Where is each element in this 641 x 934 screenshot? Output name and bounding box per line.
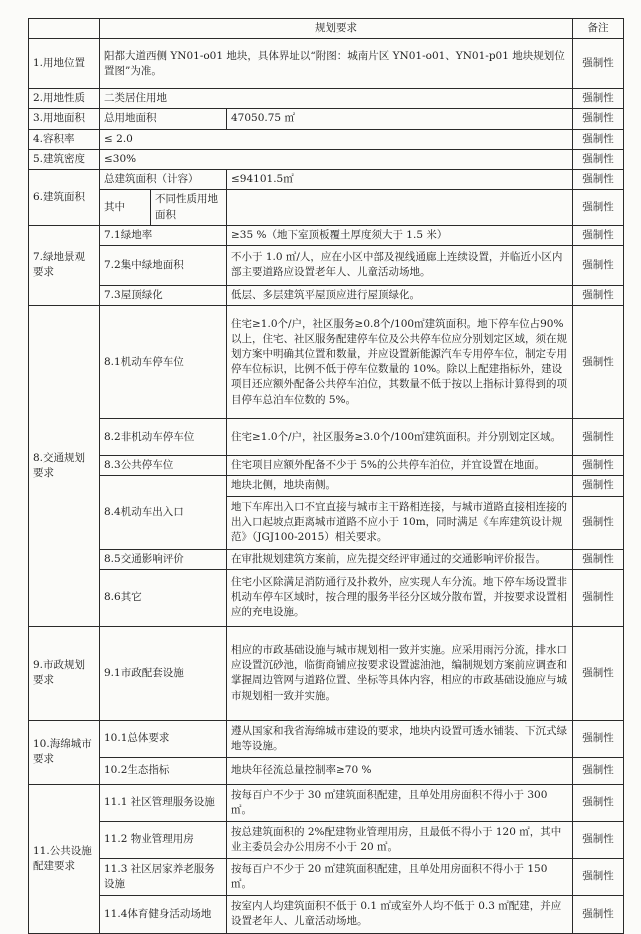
cell-content: ≥35 %（地下室顶板覆土厚度须大于 1.5 米） (227, 225, 573, 245)
item-label: 5.建筑密度 (29, 149, 100, 169)
cell-content: 相应的市政基础设施与城市规划相一致并实施。应采用雨污分流，排水口应设置沉砂池，临街商铺应按要求设置滤油池，编制规划方案前应调查和掌握周边管网与道路位置、坐标等具体内容，相应的市政基础设施应与城市规划相一致并实施。 (227, 626, 573, 720)
note-cell: 强制性 (573, 456, 624, 476)
table-row (29, 569, 624, 626)
header-requirement: 规划要求 (100, 19, 573, 39)
cell-sub-label: 其中 (100, 190, 151, 225)
table-row (29, 419, 624, 456)
cell-content: 按总建筑面积的 2%配建物业管理用房，且最低不得小于 120 ㎡，其中业主委员会办公用房不小于 20 ㎡。 (227, 821, 573, 858)
cell-label: 7.3屋顶绿化 (100, 285, 227, 305)
item-label: 8.交通规划要求 (29, 306, 100, 627)
table-row (29, 476, 624, 496)
note-cell: 强制性 (573, 419, 624, 456)
table-row (29, 720, 624, 757)
item-label: 10.海绵城市要求 (29, 720, 100, 784)
table-row (29, 190, 624, 225)
table-row (29, 895, 624, 933)
note-cell: 强制性 (573, 858, 624, 895)
table-header-row (29, 19, 624, 39)
note-cell: 强制性 (573, 496, 624, 549)
item-label: 6.建筑面积 (29, 170, 100, 226)
cell-content: 不小于 1.0 ㎡/人，应在小区中部及视线通廊上连续设置，并临近小区内部主要道路应设置老年人、儿童活动场地。 (227, 245, 573, 285)
cell-label: 8.1机动车停车位 (100, 306, 227, 419)
item-label: 2.用地性质 (29, 89, 100, 109)
item-label: 9.市政规划要求 (29, 626, 100, 720)
table-row (29, 149, 624, 169)
cell-label: 7.2集中绿地面积 (100, 245, 227, 285)
note-cell: 强制性 (573, 129, 624, 149)
table-row (29, 89, 624, 109)
table-row (29, 456, 624, 476)
table-row (29, 821, 624, 858)
cell-content: 阳都大道西侧 YN01-o01 地块，具体界址以“附图：城南片区 YN01-o01、YN01-p01 地块规划位置图”为准。 (100, 39, 573, 89)
cell-sub-item: 不同性质用地面积 (151, 190, 227, 225)
cell-content: ≤30% (100, 149, 573, 169)
cell-label: 11.2 物业管理用房 (100, 821, 227, 858)
cell-content: 住宅小区除满足消防通行及扑救外，应实现人车分流。地下停车场设置非机动车停车区域时，按合理的服务半径分区域分散布置，并按要求设置相应的充电设施。 (227, 569, 573, 626)
cell-content: 低层、多层建筑平屋顶应进行屋顶绿化。 (227, 285, 573, 305)
note-cell: 强制性 (573, 821, 624, 858)
table-row (29, 784, 624, 821)
cell-label: 9.1市政配套设施 (100, 626, 227, 720)
note-cell: 强制性 (573, 757, 624, 784)
item-label: 11.公共设施配建要求 (29, 784, 100, 933)
cell-label: 8.5交通影响评价 (100, 549, 227, 569)
table-row (29, 170, 624, 190)
cell-content: 住宅项目应额外配备不少于 5%的公共停车泊位，并宜设置在地面。 (227, 456, 573, 476)
table-row (29, 858, 624, 895)
item-label: 4.容积率 (29, 129, 100, 149)
table-row (29, 626, 624, 720)
table-row (29, 225, 624, 245)
cell-label: 8.3公共停车位 (100, 456, 227, 476)
cell-content: 地下车库出入口不宜直接与城市主干路相连接，与城市道路直接相连接的出入口起坡点距离城市道路不应小于 10m，同时满足《车库建筑设计规范》（JGJ100-2015）相关要求。 (227, 496, 573, 549)
note-cell: 强制性 (573, 89, 624, 109)
table-row (29, 245, 624, 285)
note-cell: 强制性 (573, 245, 624, 285)
header-note: 备注 (573, 19, 624, 39)
table-row (29, 285, 624, 305)
item-label: 1.用地位置 (29, 39, 100, 89)
note-cell: 强制性 (573, 190, 624, 225)
cell-content: 按每百户不少于 30 ㎡建筑面积配建，且单处用房面积不得小于 300 ㎡。 (227, 784, 573, 821)
item-label: 7.绿地景观要求 (29, 225, 100, 305)
table-row (29, 757, 624, 784)
cell-content: 遵从国家和我省海绵城市建设的要求，地块内设置可透水铺装、下沉式绿地等设施。 (227, 720, 573, 757)
note-cell: 强制性 (573, 306, 624, 419)
cell-label: 8.6其它 (100, 569, 227, 626)
cell-content: 地块年径流总量控制率≥70 % (227, 757, 573, 784)
note-cell: 强制性 (573, 285, 624, 305)
cell-content: 在审批规划建筑方案前，应先提交经评审通过的交通影响评价报告。 (227, 549, 573, 569)
cell-value: ≤94101.5㎡ (227, 170, 573, 190)
cell-label: 8.4机动车出入口 (100, 476, 227, 549)
cell-content: 按室内人均建筑面积不低于 0.1 ㎡或室外人均不低于 0.3 ㎡配建，并应设置老年人、儿童活动场地。 (227, 895, 573, 933)
cell-label: 10.2生态指标 (100, 757, 227, 784)
cell-label: 总用地面积 (100, 109, 227, 129)
cell-label: 11.1 社区管理服务设施 (100, 784, 227, 821)
cell-content: 二类居住用地 (100, 89, 573, 109)
item-label: 3.用地面积 (29, 109, 100, 129)
note-cell: 强制性 (573, 626, 624, 720)
note-cell: 强制性 (573, 170, 624, 190)
cell-content: 住宅≥1.0个/户，社区服务≥0.8个/100㎡建筑面积。地下停车位占90%以上，住宅、社区服务配建停车位及公共停车位应分别划定区域，须在规划方案中明确其位置和数量，并应设置新能源汽车专用停车位，制定专用停车位标识，比例不低于停车位数量的 10%。除以上配建指标外，建设项目还应额外配备公共停车泊位，其数量不低于按以上指标计算得到的项目停车总泊车位数的 5%。 (227, 306, 573, 419)
table-row (29, 549, 624, 569)
cell-label: 8.2非机动车停车位 (100, 419, 227, 456)
cell-value: 47050.75 ㎡ (227, 109, 573, 129)
note-cell: 强制性 (573, 569, 624, 626)
note-cell: 强制性 (573, 549, 624, 569)
note-cell: 强制性 (573, 149, 624, 169)
header-blank (29, 19, 100, 39)
cell-content: 地块北侧，地块南侧。 (227, 476, 573, 496)
table-row (29, 306, 624, 419)
note-cell: 强制性 (573, 784, 624, 821)
cell-content: 按每百户不少于 20 ㎡建筑面积配建，且单处用房面积不得小于 150 ㎡。 (227, 858, 573, 895)
cell-label: 11.4体育健身活动场地 (100, 895, 227, 933)
cell-content: ≤ 2.0 (100, 129, 573, 149)
note-cell: 强制性 (573, 476, 624, 496)
table-row (29, 109, 624, 129)
cell-content: 住宅≥1.0个/户，社区服务≥3.0个/100㎡建筑面积。并分别划定区域。 (227, 419, 573, 456)
note-cell: 强制性 (573, 895, 624, 933)
table-row (29, 129, 624, 149)
cell-label: 总建筑面积（计容） (100, 170, 227, 190)
cell-label: 10.1总体要求 (100, 720, 227, 757)
table-row (29, 39, 624, 89)
cell-label: 11.3 社区居家养老服务设施 (100, 858, 227, 895)
cell-value (227, 190, 573, 225)
cell-label: 7.1绿地率 (100, 225, 227, 245)
note-cell: 强制性 (573, 225, 624, 245)
note-cell: 强制性 (573, 109, 624, 129)
planning-requirements-table (28, 18, 624, 934)
note-cell: 强制性 (573, 720, 624, 757)
note-cell: 强制性 (573, 39, 624, 89)
